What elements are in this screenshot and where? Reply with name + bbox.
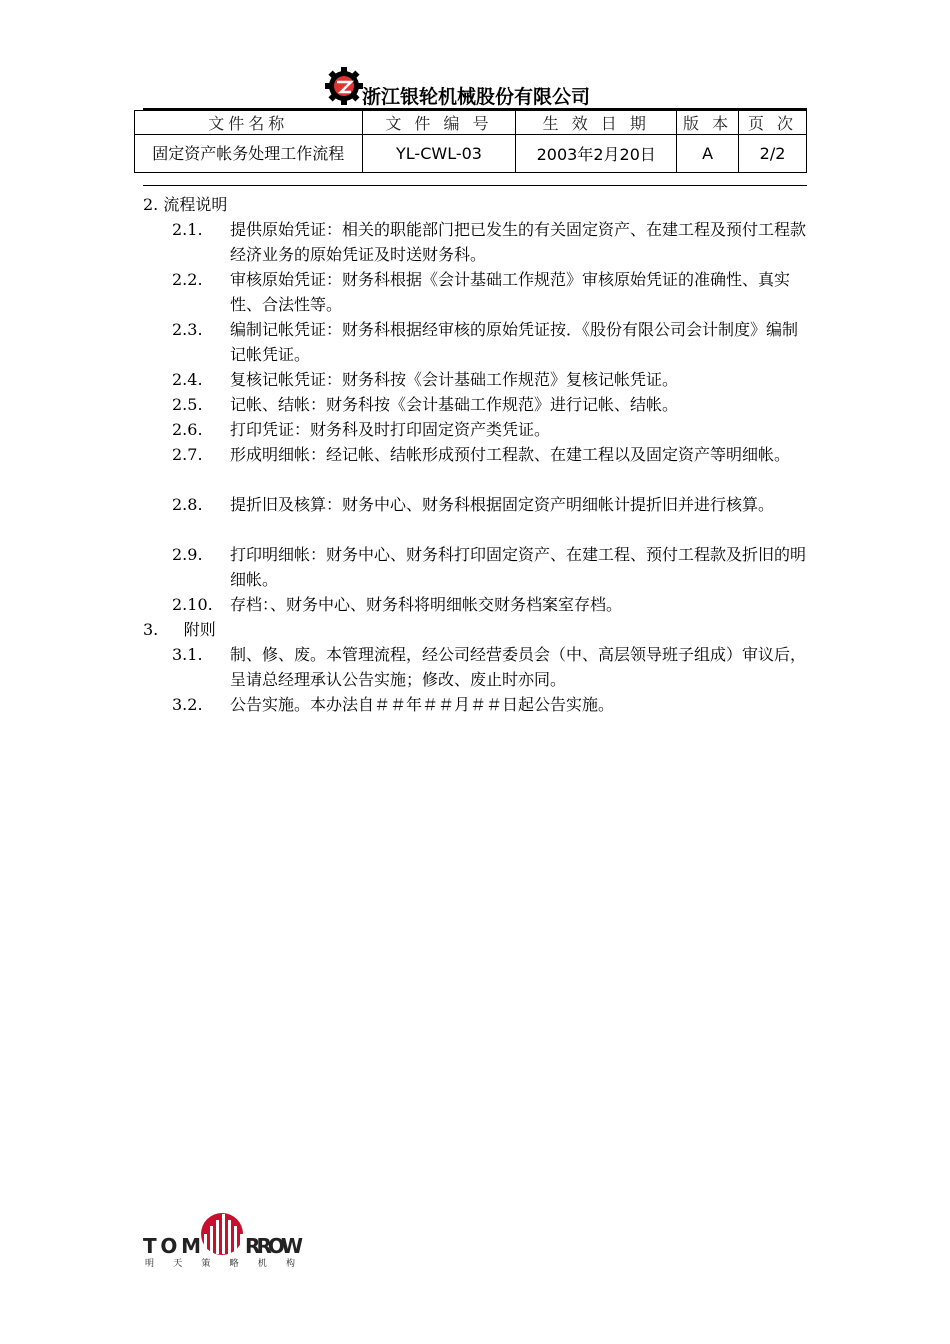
page-value: 2/2 [739, 135, 807, 173]
document-header [0, 64, 950, 110]
item-number: 2.2. [172, 270, 203, 289]
header-page: 页 次 [739, 111, 807, 135]
item-number: 3.1. [172, 645, 203, 664]
item-text: 形成明细帐：经记帐、结帐形成预付工程款、在建工程以及固定资产等明细帐。 [230, 445, 791, 464]
section-number: 3. [143, 620, 159, 639]
info-value-row [135, 135, 807, 173]
item-number: 2.9. [172, 545, 203, 564]
company-gear-logo-icon [324, 66, 364, 106]
header-file-number: 文 件 编 号 [362, 111, 516, 135]
version-value: A [677, 135, 739, 173]
item-number: 2.7. [172, 445, 203, 464]
item-text: 审核原始凭证：财务科根据《会计基础工作规范》审核原始凭证的准确性、真实性、合法性等。 [230, 270, 791, 314]
section-heading-2 [143, 192, 227, 217]
item-text: 存档：、财务中心、财务科将明细帐交财务档案室存档。 [230, 595, 623, 614]
item-number: 2.1. [172, 220, 203, 239]
item-text: 公告实施。本办法自＃＃年＃＃月＃＃日起公告实施。 [230, 695, 615, 714]
item-text: 复核记帐凭证：财务科按《会计基础工作规范》复核记帐凭证。 [230, 370, 679, 389]
header-effective-date: 生 效 日 期 [516, 111, 677, 135]
svg-text:RROW: RROW [245, 1234, 303, 1258]
item-number: 2.8. [172, 495, 203, 514]
section-title: 流程说明 [163, 195, 228, 214]
content-rule [143, 185, 807, 186]
item-number: 3.2. [172, 695, 203, 714]
header-version: 版 本 [677, 111, 739, 135]
logo-caption: 明 天 策 略 机 构 [145, 1259, 295, 1268]
item-text: 打印凭证：财务科及时打印固定资产类凭证。 [230, 420, 551, 439]
item-text: 打印明细帐：财务中心、财务科打印固定资产、在建工程、预付工程款及折旧的明细帐。 [230, 545, 807, 589]
item-number: 2.3. [172, 320, 203, 339]
file-number-value: YL-CWL-03 [362, 135, 516, 173]
item-number: 2.5. [172, 395, 203, 414]
company-name: 浙江银轮机械股份有限公司 [362, 86, 591, 108]
file-name-value: 固定资产帐务处理工作流程 [135, 135, 363, 173]
item-text: 制、修、废。本管理流程，经公司经营委员会（中、高层领导班子组成）审议后，呈请总经理承认公告实施；修改、废止时亦同。 [230, 645, 807, 689]
item-text: 记帐、结帐：财务科按《会计基础工作规范》进行记帐、结帐。 [230, 395, 679, 414]
section-title: 附则 [183, 620, 216, 639]
section-heading-3 [143, 617, 216, 642]
tomorrow-logo-icon [142, 1212, 304, 1268]
item-number: 2.4. [172, 370, 203, 389]
item-text: 提折旧及核算：财务中心、财务科根据固定资产明细帐计提折旧并进行核算。 [230, 495, 775, 514]
item-text: 提供原始凭证：相关的职能部门把已发生的有关固定资产、在建工程及预付工程款经济业务的原始凭证及时送财务科。 [230, 220, 807, 264]
section-number: 2. [143, 195, 159, 214]
item-text: 编制记帐凭证：财务科根据经审核的原始凭证按．《股份有限公司会计制度》编制记帐凭证。 [230, 320, 799, 364]
effective-date-value: 2003年2月20日 [516, 135, 677, 173]
item-number: 2.10. [172, 595, 213, 614]
document-info-table [134, 110, 807, 173]
header-file-name: 文件名称 [135, 111, 363, 135]
svg-text:TOM: TOM [143, 1234, 201, 1258]
info-header-row [135, 111, 807, 135]
item-number: 2.6. [172, 420, 203, 439]
